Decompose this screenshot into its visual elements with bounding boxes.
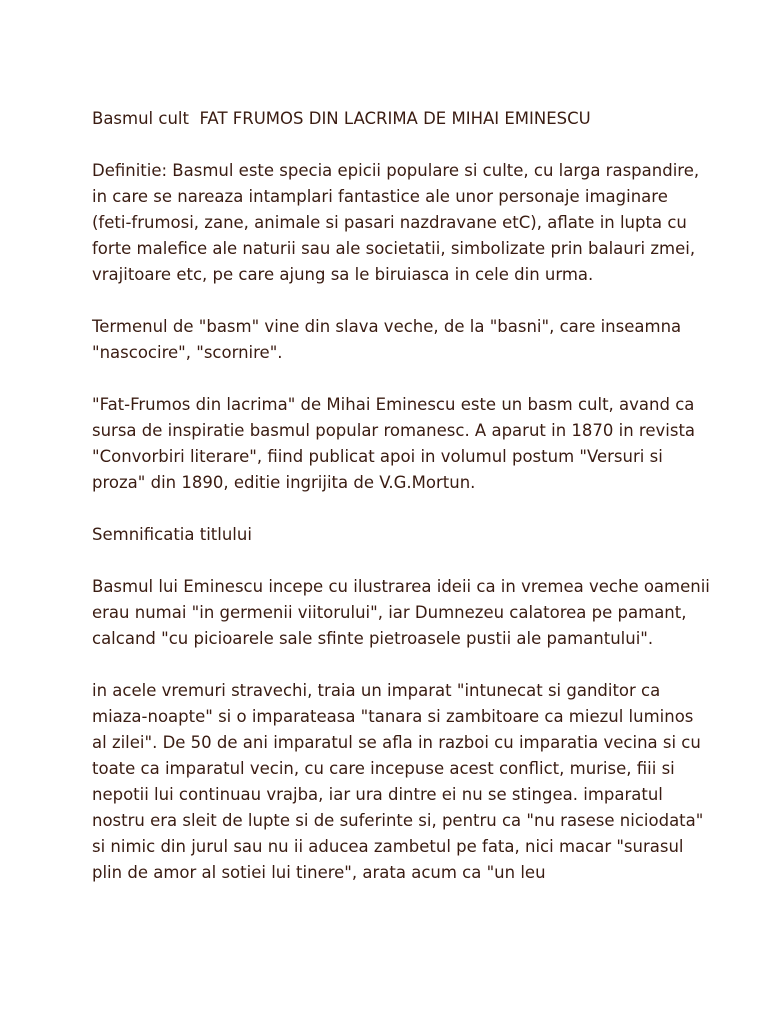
document-body <box>92 106 712 912</box>
paragraph-definition: Definitie: Basmul este specia epicii populare si culte, cu larga raspandire, in care se nareaza intamplari fantastice ale unor personaje imaginare (feti-frumosi, zane, animale si pasari nazdravane etC), aflate in lupta cu forte malefice ale naturii sau ale societatii, simbolizate prin balauri zmei, vrajitoare etc, pe care ajung sa le biruiasca in cele din urma. <box>92 161 700 284</box>
paragraph-publication: "Fat-Frumos din lacrima" de Mihai Eminescu este un basm cult, avand ca sursa de inspiratie basmul popular romanesc. A aparut in 1870 in revista "Convorbiri literare", fiind publicat apoi in volumul postum "Versuri si proza" din 1890, editie ingrijita de V.G.Mortun. <box>92 395 696 492</box>
section-heading-title-meaning: Semnificatia titlului <box>92 525 252 544</box>
paragraph-story-beginning: Basmul lui Eminescu incepe cu ilustrarea ideii ca in vremea veche oamenii erau numai "in germenii viitorului", iar Dumnezeu calatorea pe pamant, calcand "cu picioarele sale sfinte pietroasele pustii ale pamantului". <box>92 577 710 648</box>
paragraph-term-origin: Termenul de "basm" vine din slava veche, de la "basni", care inseamna "nascocire", "scornire". <box>92 317 682 362</box>
paragraph-emperor: in acele vremuri stravechi, traia un imparat "intunecat si ganditor ca miaza-noapte" si o imparateasa "tanara si zambitoare ca miezul luminos al zilei". De 50 de ani imparatul se afla in razboi cu imparatia vecina si cu toate ca imparatul vecin, cu care incepuse acest conflict, murise, fiii si nepotii lui continuau vrajba, iar ura dintre ei nu se stingea. imparatul nostru era sleit de lupte si de suferinte si, pentru ca "nu rasese niciodata" si nimic din jurul sau nu ii aducea zambetul pe fata, nici macar "surasul plin de amor al sotiei lui tinere", arata acum ca "un leu <box>92 681 704 882</box>
document-title: Basmul cult FAT FRUMOS DIN LACRIMA DE MIHAI EMINESCU <box>92 109 591 128</box>
